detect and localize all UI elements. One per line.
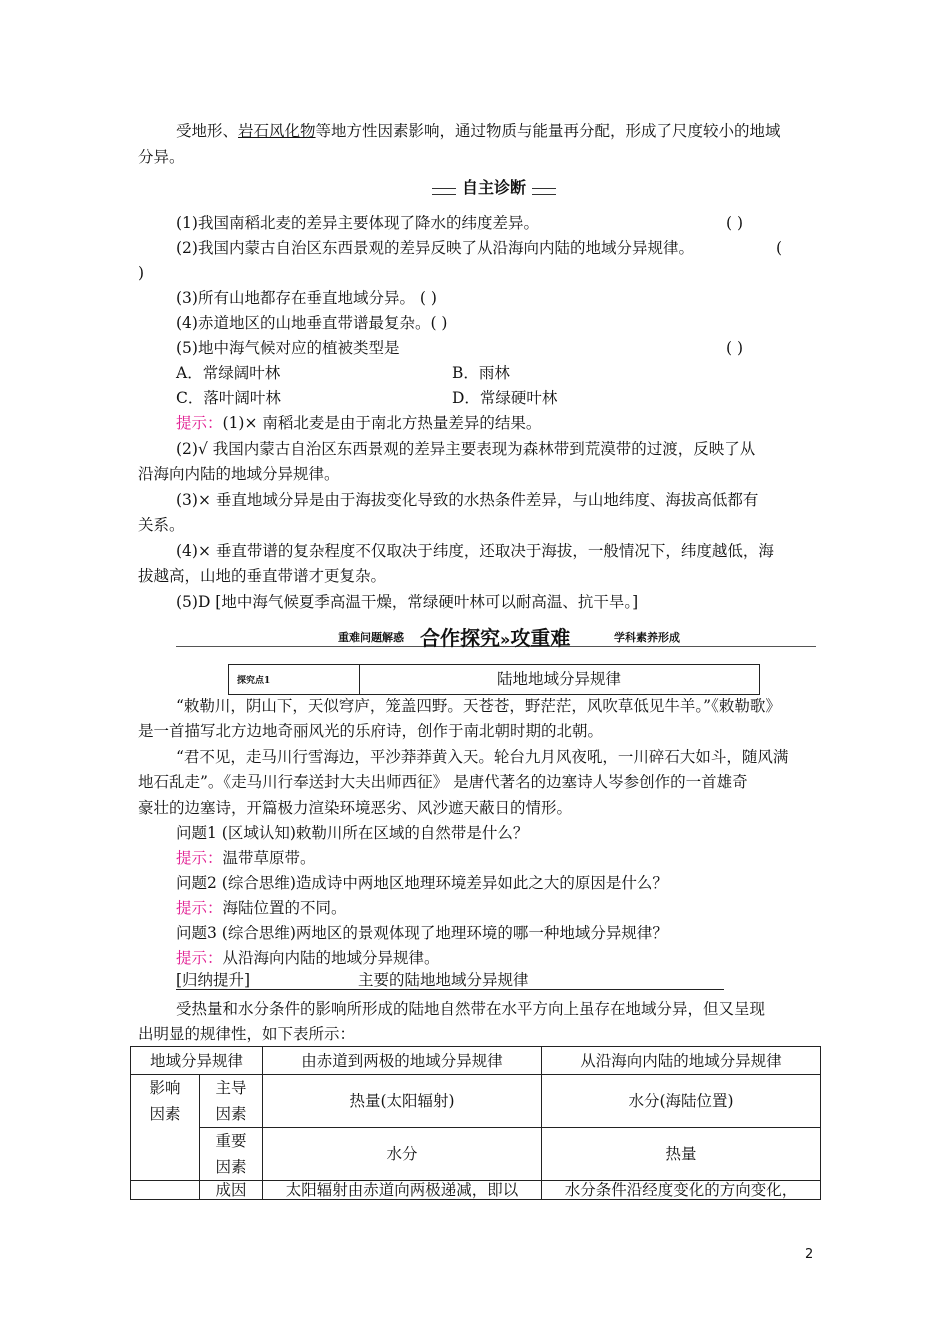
hint-label: 提示： xyxy=(176,414,223,432)
label-line: 主导 xyxy=(215,1079,247,1097)
table-row xyxy=(131,1128,821,1181)
poem-2-line-1: “君不见，走马川行雪海边，平沙莽莽黄入天。轮台九月风夜吼，一川碎石大如斗，随风满 xyxy=(176,748,789,766)
answer-blank: ( ) xyxy=(726,339,744,357)
summary-line-2: 出明显的规律性，如下表所示： xyxy=(138,1025,356,1043)
table-cell: 水分 xyxy=(263,1128,542,1181)
table-header-cell: 从沿海向内陆的地域分异规律 xyxy=(542,1047,821,1075)
answer-2-line-2: 沿海向内陆的地域分异规律。 xyxy=(138,465,340,483)
table-row xyxy=(131,1075,821,1128)
hint-text: 温带草原带。 xyxy=(222,849,316,867)
explore-hint-1 xyxy=(176,845,316,871)
answer-1 xyxy=(176,410,541,436)
answer-text: (1)× 南稻北麦是由于南北方热量差异的结果。 xyxy=(222,414,542,432)
self-diagnosis-heading xyxy=(432,176,556,202)
intro-line-1 xyxy=(176,118,781,144)
answer-3-line-1: (3)× 垂直地域分异是由于海拔变化导致的水热条件差异，与山地纬度、海拔高低都有 xyxy=(176,491,759,509)
summary-line-1: 受热量和水分条件的影响所形成的陆地自然带在水平方向上虽存在地域分异，但又呈现 xyxy=(176,1000,766,1018)
answer-blank-close: ) xyxy=(138,264,145,282)
question-1: (1)我国南稻北麦的差异主要体现了降水的纬度差异。 xyxy=(176,214,539,232)
answer-4-line-1: (4)× 垂直带谱的复杂程度不仅取决于纬度，还取决于海拔，一般情况下，纬度越低，海 xyxy=(176,542,774,560)
table-row xyxy=(131,1181,821,1200)
question-4: (4)赤道地区的山地垂直带谱最复杂。( ) xyxy=(176,314,448,332)
banner-left-caption: 重难问题解惑 xyxy=(338,631,404,644)
table-cell: 太阳辐射由赤道向两极递减，即以 xyxy=(263,1181,542,1200)
banner-right-caption: 学科素养形成 xyxy=(614,631,680,644)
hint-text: 从沿海向内陆的地域分异规律。 xyxy=(222,949,440,967)
option-a: A．常绿阔叶林 xyxy=(176,364,281,382)
table-cell: 热量(太阳辐射) xyxy=(263,1075,542,1128)
poem-2-line-3: 豪壮的边塞诗，开篇极力渲染环境恶劣、风沙遮天蔽日的情形。 xyxy=(138,799,573,817)
explore-hint-2 xyxy=(176,895,347,921)
explore-tag-label: 探究点1 xyxy=(237,676,271,686)
hint-label: 提示： xyxy=(176,899,223,917)
table-label-cell: 成因 xyxy=(200,1181,263,1200)
underlined-term: 岩石风化物 xyxy=(238,122,316,140)
label-line: 因素 xyxy=(215,1158,247,1176)
poem-1-line-1: “敕勒川，阴山下，天似穹庐，笼盖四野。天苍苍，野茫茫，风吹草低见牛羊。”《敕勒歌》 xyxy=(176,697,781,715)
hint-label: 提示： xyxy=(176,949,223,967)
answer-2-line-1: (2)√ 我国内蒙古自治区东西景观的差异主要表现为森林带到荒漠带的过渡，反映了从 xyxy=(176,440,756,458)
intro-text: 受地形、 xyxy=(176,122,239,140)
poem-2-line-2: 地石乱走”。《走马川行奉送封大夫出师西征》 是唐代著名的边塞诗人岑参创作的一首雄奇 xyxy=(138,773,748,791)
question-5: (5)地中海气候对应的植被类型是 xyxy=(176,339,400,357)
table-label-cell xyxy=(200,1128,263,1181)
banner-title-part-2: 攻重难 xyxy=(510,626,571,650)
label-line: 重要 xyxy=(215,1132,247,1150)
section-banner xyxy=(176,624,816,648)
option-c: C．落叶阔叶林 xyxy=(176,389,281,407)
intro-text: 等地方性因素影响，通过物质与能量再分配，形成了尺度较小的地域 xyxy=(315,122,781,140)
table-empty-cell xyxy=(131,1181,200,1200)
table-header-cell: 由赤道到两极的地域分异规律 xyxy=(263,1047,542,1075)
answer-5: (5)D [地中海气候夏季高温干燥，常绿硬叶林可以耐高温、抗干旱。] xyxy=(176,593,639,611)
table-header-row xyxy=(131,1047,821,1075)
answer-3-line-2: 关系。 xyxy=(138,516,185,534)
group-label-line: 因素 xyxy=(149,1105,181,1123)
intro-line-2: 分异。 xyxy=(138,148,185,166)
banner-arrow: » xyxy=(500,630,511,649)
poem-1-line-2: 是一首描写北方边地奇丽风光的乐府诗，创作于南北朝时期的北朝。 xyxy=(138,722,604,740)
explore-question-1: 问题1 (区域认知)敕勒川所在区域的自然带是什么？ xyxy=(176,824,529,842)
summary-tag: [归纳提升] xyxy=(176,971,251,989)
table-cell: 水分条件沿经度变化的方向变化， xyxy=(542,1181,821,1200)
summary-rule xyxy=(176,989,724,990)
question-3: (3)所有山地都存在垂直地域分异。 ( ) xyxy=(176,289,437,307)
question-2: (2)我国内蒙古自治区东西景观的差异反映了从沿海向内陆的地域分异规律。 xyxy=(176,239,694,257)
banner-title-part-1: 合作探究 xyxy=(420,626,500,650)
explore-point-box xyxy=(228,664,760,695)
hint-text: 海陆位置的不同。 xyxy=(222,899,347,917)
option-d: D．常绿硬叶林 xyxy=(452,389,558,407)
explore-question-2: 问题2 (综合思维)造成诗中两地区地理环境差异如此之大的原因是什么？ xyxy=(176,874,668,892)
summary-title: 主要的陆地地域分异规律 xyxy=(358,971,529,989)
table-cell: 热量 xyxy=(542,1128,821,1181)
explore-title: 陆地地域分异规律 xyxy=(496,670,621,688)
answer-4-line-2: 拔越高，山地的垂直带谱才更复杂。 xyxy=(138,567,387,585)
option-b: B．雨林 xyxy=(452,364,510,382)
group-label-line: 影响 xyxy=(149,1079,181,1097)
banner-title xyxy=(420,622,570,651)
table-cell: 水分(海陆位置) xyxy=(542,1075,821,1128)
explore-tag xyxy=(229,665,360,694)
page-number: 2 xyxy=(805,1247,814,1262)
heading-label: 自主诊断 xyxy=(456,176,532,200)
hint-label: 提示： xyxy=(176,849,223,867)
table-header-cell: 地域分异规律 xyxy=(131,1047,263,1075)
table-label-cell xyxy=(200,1075,263,1128)
zonation-table xyxy=(130,1046,821,1200)
explore-question-3: 问题3 (综合思维)两地区的景观体现了地理环境的哪一种地域分异规律？ xyxy=(176,924,668,942)
table-group-cell xyxy=(131,1075,200,1181)
answer-blank-open: ( xyxy=(776,239,783,257)
label-line: 因素 xyxy=(215,1105,247,1123)
answer-blank: ( ) xyxy=(726,214,744,232)
